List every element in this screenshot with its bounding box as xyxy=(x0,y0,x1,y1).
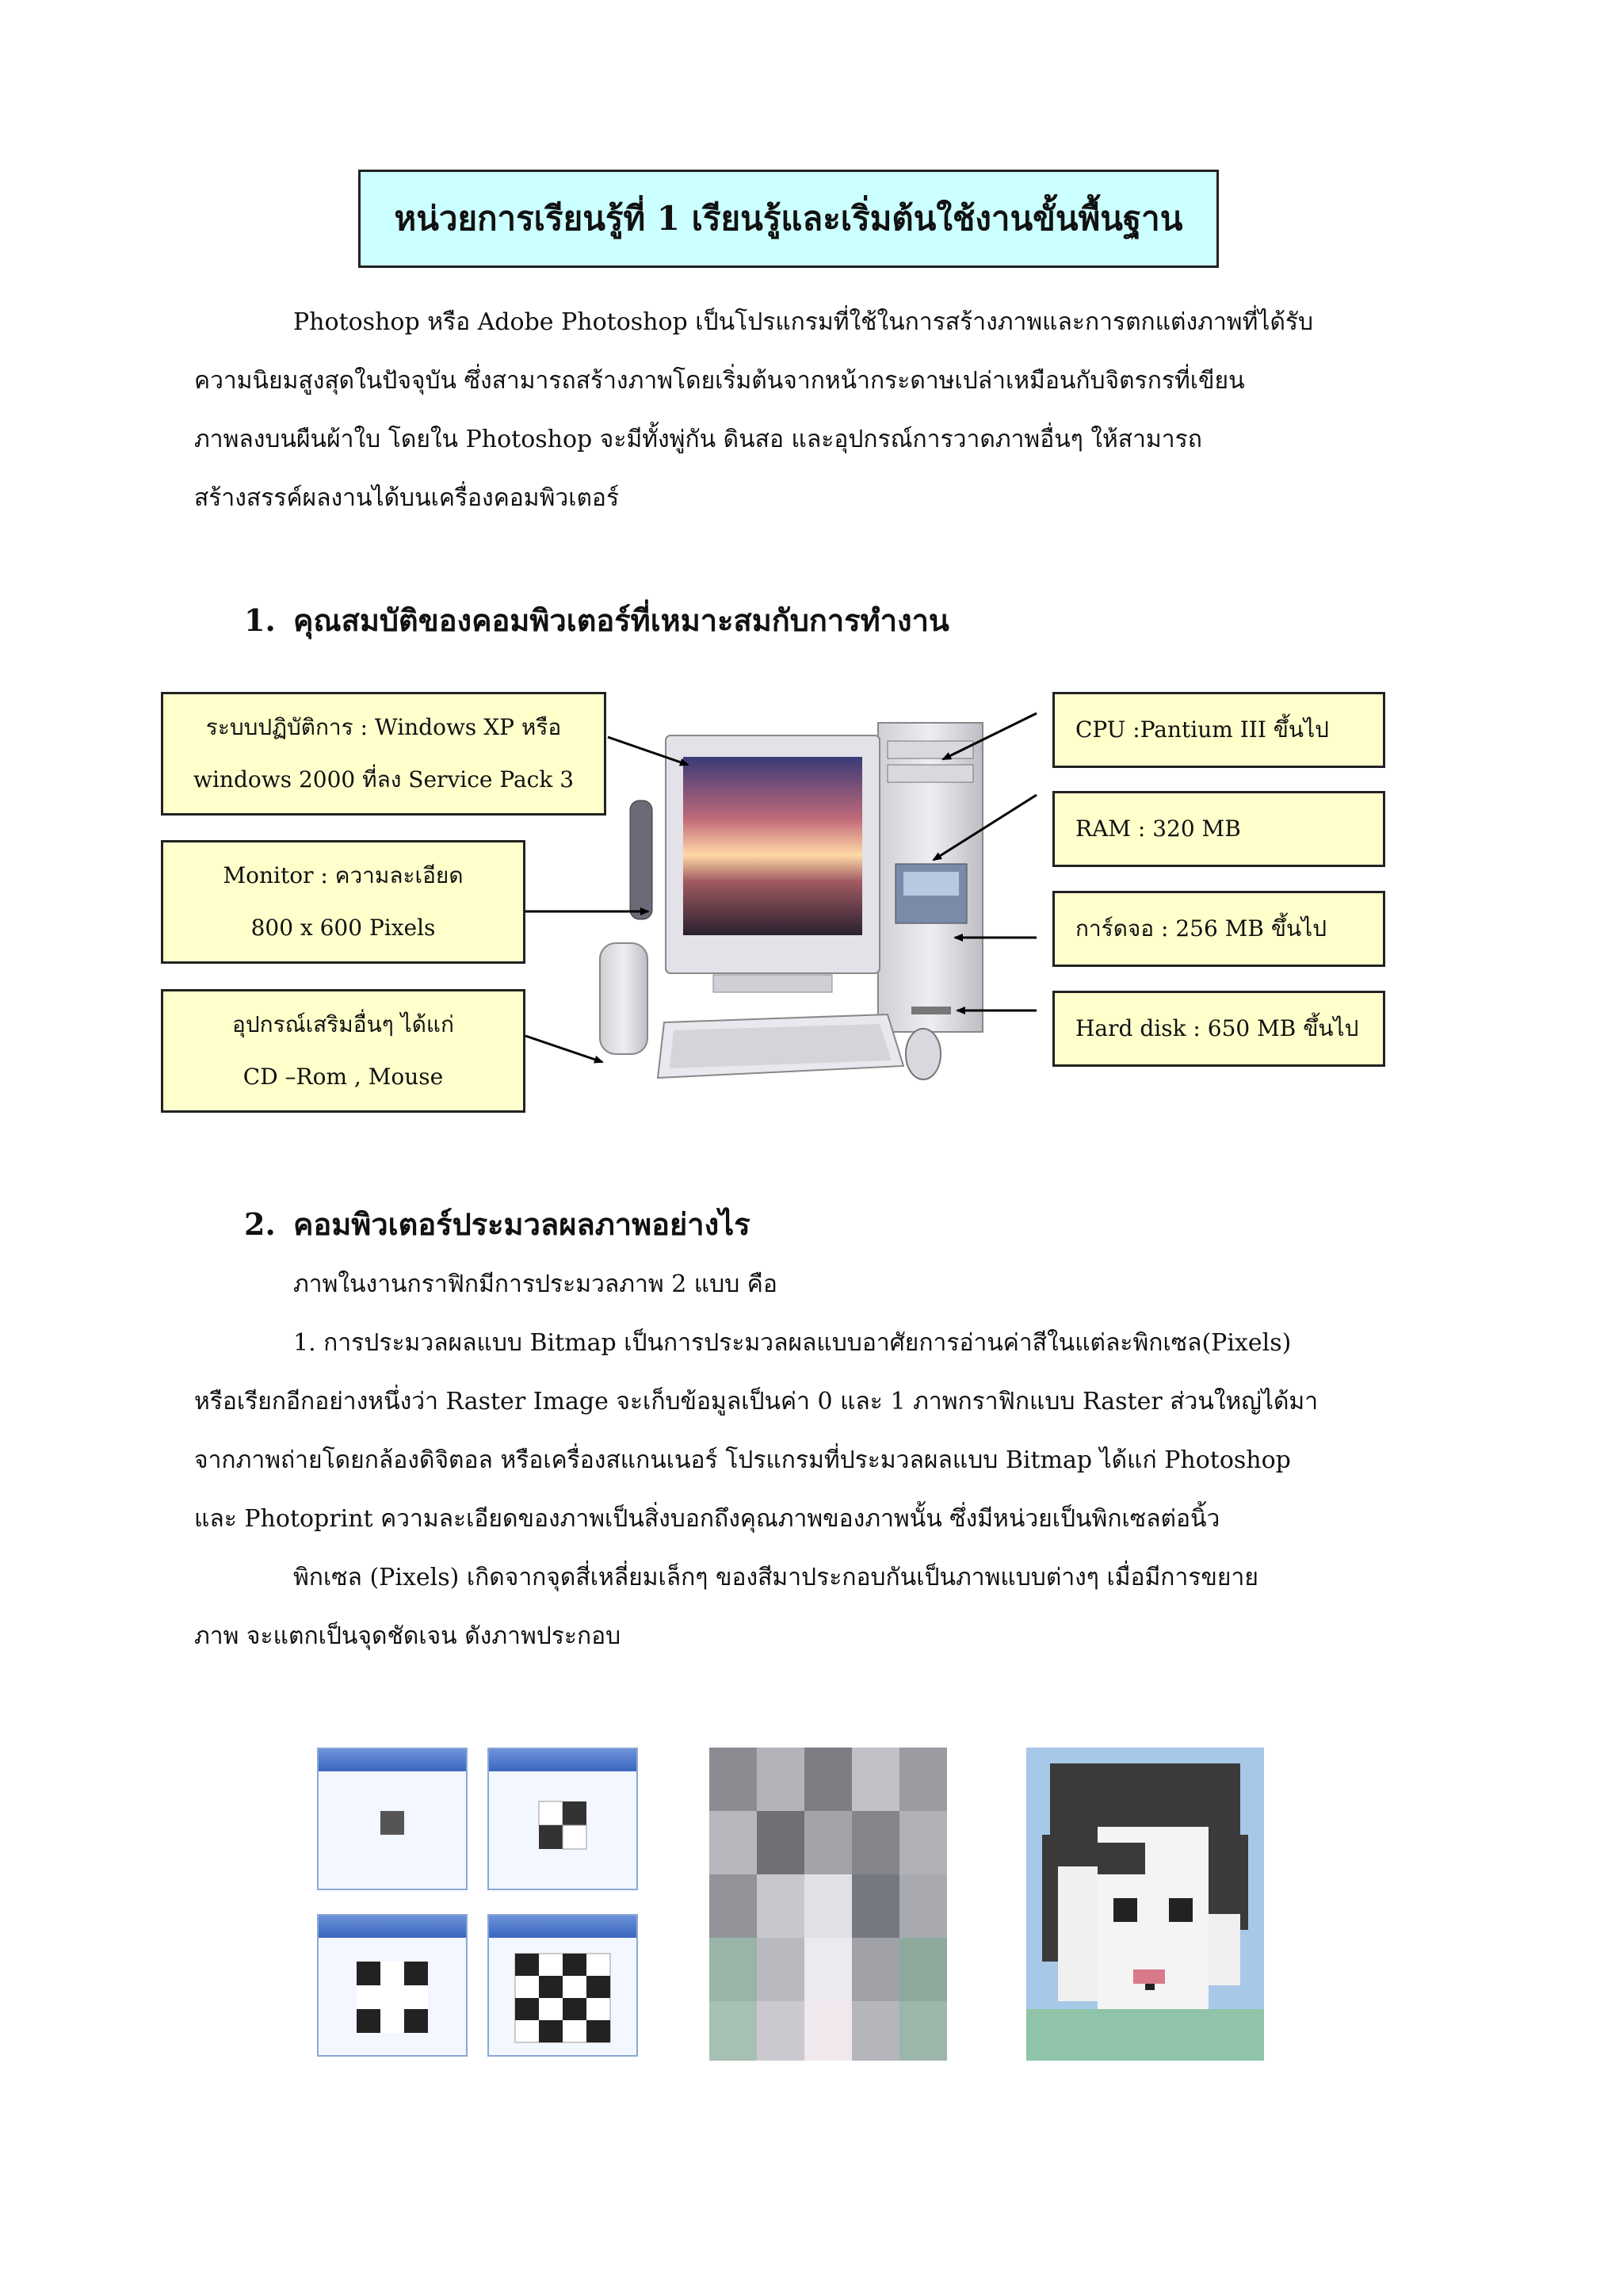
spec-harddisk-text: Hard disk : 650 MB ขึ้นไป xyxy=(1075,1015,1359,1041)
pixel-mosaic-figure xyxy=(709,1748,947,2061)
spec-monitor-line2: 800 x 600 Pixels xyxy=(250,915,436,941)
window-titlebar xyxy=(489,1749,636,1771)
section1-number: 1. xyxy=(244,602,276,638)
pixel-line: พิกเซล (Pixels) เกิดจากจุดสี่เหลี่ยมเล็กๆ ของสีมาประกอบกันเป็นภาพแบบต่างๆ เมื่อมีการขยาย xyxy=(293,1564,1258,1591)
bitmap-line: และ Photoprint ความละเอียดของภาพเป็นสิ่งบอกถึงคุณภาพของภาพนั้น ซึ่งมีหน่วยเป็นพิกเซลต่อนิ้ว xyxy=(194,1505,1220,1533)
spec-accessories-line1: อุปกรณ์เสริมอื่นๆ ได้แก่ xyxy=(232,1011,454,1037)
spec-cpu-text: CPU :Pantium III ขึ้นไป xyxy=(1075,716,1329,743)
section2-body xyxy=(194,1255,1462,1666)
intro-line: สร้างสรรค์ผลงานได้บนเครื่องคอมพิวเตอร์ xyxy=(194,484,620,512)
window-titlebar xyxy=(319,1916,466,1938)
intro-line: ความนิยมสูงสุดในปัจจุบัน ซึ่งสามารถสร้างภาพโดยเริ่มต้นจากหน้ากระดาษเปล่าเหมือนกับจิตรกรที่เขียน xyxy=(194,367,1245,395)
window-titlebar xyxy=(489,1916,636,1938)
pixel-grid-2x2 xyxy=(489,1771,636,1889)
pixel-windows-figure xyxy=(305,1736,662,2069)
spec-accessories-line2: CD –Rom , Mouse xyxy=(242,1064,444,1090)
pixel-face-figure xyxy=(1026,1748,1264,2061)
keyboard-icon xyxy=(658,1014,903,1078)
pc-tower-icon xyxy=(878,723,983,1032)
remote-icon xyxy=(630,800,652,919)
monitor-icon xyxy=(666,735,880,992)
mouse-icon xyxy=(906,1029,941,1079)
pixel-window-4 xyxy=(487,1914,638,2057)
spec-os-line1: ระบบปฏิบัติการ : Windows XP หรือ xyxy=(205,714,562,740)
bitmap-line: หรือเรียกอีกอย่างหนึ่งว่า Raster Image จะเก็บข้อมูลเป็นค่า 0 และ 1 ภาพกราฟิกแบบ Raster ส่วนใหญ่ได้มา xyxy=(194,1388,1319,1415)
section2-title: คอมพิวเตอร์ประมวลผลภาพอย่างไร xyxy=(293,1206,750,1242)
section1-title: คุณสมบัติของคอมพิวเตอร์ที่เหมาะสมกับการทำงาน xyxy=(293,602,949,638)
speaker-icon xyxy=(600,943,647,1054)
spec-os-line2: windows 2000 ที่ลง Service Pack 3 xyxy=(193,766,575,793)
window-titlebar xyxy=(319,1749,466,1771)
section2-heading xyxy=(244,1200,750,1248)
pixel-line: ภาพ จะแตกเป็นจุดชัดเจน ดังภาพประกอบ xyxy=(194,1622,621,1650)
bitmap-line: จากภาพถ่ายโดยกล้องดิจิตอล หรือเครื่องสแกนเนอร์ โปรแกรมที่ประมวลผลแบบ Bitmap ได้แก่ Photoshop xyxy=(194,1446,1291,1474)
unit-title: หน่วยการเรียนรู้ที่ 1 เรียนรู้และเริ่มต้นใช้งานขั้นพื้นฐาน xyxy=(358,170,1219,268)
pixel-grid-4x4 xyxy=(489,1938,636,2055)
spec-graphics-text: การ์ดจอ : 256 MB ขึ้นไป xyxy=(1075,915,1327,942)
intro-line: Photoshop หรือ Adobe Photoshop เป็นโปรแกรมที่ใช้ในการสร้างภาพและการตกแต่งภาพที่ได้รับ xyxy=(293,308,1314,336)
spec-ram-text: RAM : 320 MB xyxy=(1075,816,1241,842)
pixel-window-3 xyxy=(317,1914,468,2057)
intro-line: ภาพลงบนผืนผ้าใบ โดยใน Photoshop จะมีทั้งพู่กัน ดินสอ และอุปกรณ์การวาดภาพอื่นๆ ให้สามารถ xyxy=(194,426,1202,453)
pixel-window-1 xyxy=(317,1748,468,1890)
bitmap-line: 1. การประมวลผลแบบ Bitmap เป็นการประมวลผลแบบอาศัยการอ่านค่าสีในแต่ละพิกเซล(Pixels) xyxy=(293,1329,1292,1357)
section2-number: 2. xyxy=(244,1206,276,1242)
pixel-grid-1x1 xyxy=(319,1771,466,1889)
spec-monitor-line1: Monitor : ความละเอียด xyxy=(223,862,464,888)
computer-illustration xyxy=(0,0,1623,1125)
pixel-grid-3x3 xyxy=(319,1938,466,2055)
section2-subtitle: ภาพในงานกราฟิกมีการประมวลภาพ 2 แบบ คือ xyxy=(293,1270,777,1298)
pixel-window-2 xyxy=(487,1748,638,1890)
